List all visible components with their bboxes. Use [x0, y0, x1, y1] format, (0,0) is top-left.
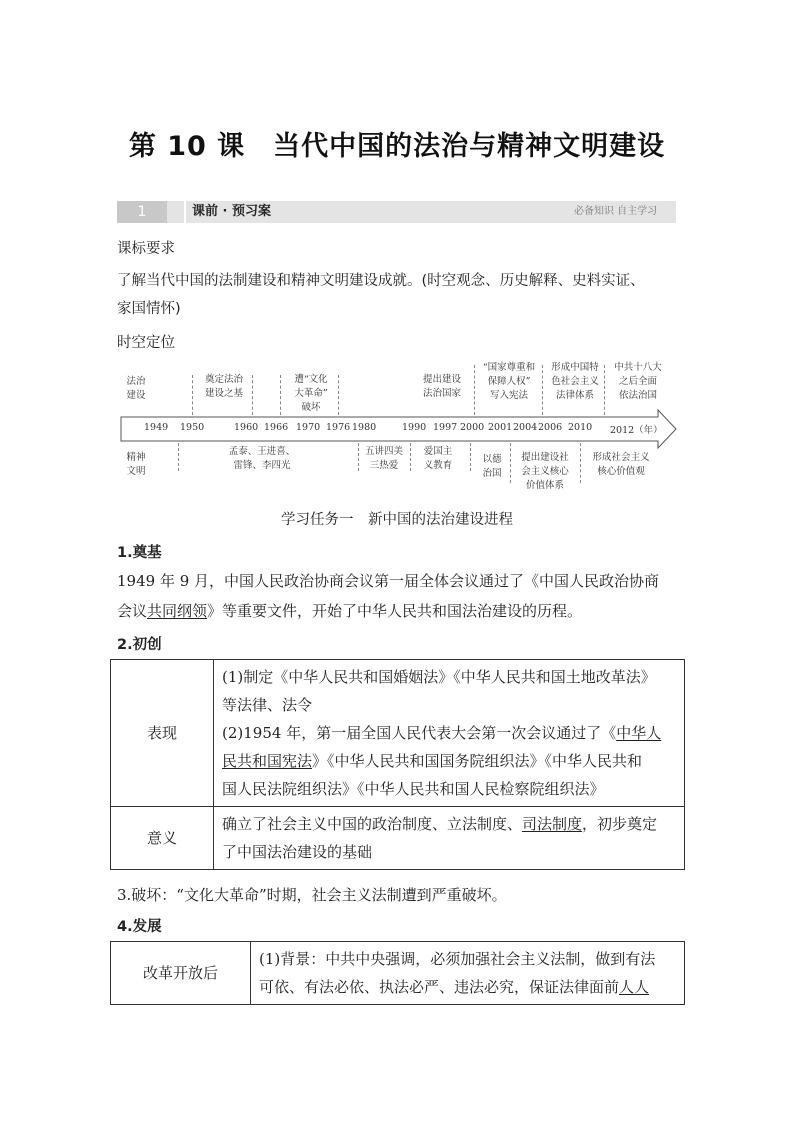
table-cell: (1)制定《中华人民共和国婚姻法》《中华人民共和国土地改革法》 等法律、法令 (2)1954 年，第一届全国人民代表大会第一次会议通过了《中华人 民共和国宪法》《中华人民共和国国务院组织法》《中华人民共和 国人民法院组织法》《中华人民共和国人民检察院组织法》	[214, 660, 685, 807]
year-label: 2000	[460, 422, 485, 433]
event-core-value-system: 提出建设社 会主义核心 价值体系	[521, 452, 569, 491]
answer-blank: 司法制度	[522, 815, 583, 833]
row-label: 改革开放后	[111, 942, 251, 1005]
row-label: 表现	[111, 660, 214, 807]
year-label: 1990	[402, 422, 427, 433]
section-number: 1	[117, 201, 167, 223]
answer-blank: 中华人	[616, 724, 662, 742]
divider	[410, 443, 411, 471]
section-divider	[184, 201, 186, 223]
year-label: 2010	[568, 422, 593, 433]
requirement-title: 课标要求	[117, 241, 175, 257]
s1-line-2: 会议共同纲领》等重要文件，开始了中华人民共和国法治建设的历程。	[117, 602, 583, 620]
year-label: 1950	[180, 422, 205, 433]
event-human-rights: “国家尊重和 保障人权” 写入宪法	[482, 362, 536, 401]
divider	[192, 375, 193, 415]
table-founding	[110, 659, 685, 870]
row-label-civilization: 精神 文明	[126, 452, 146, 477]
event-eighteenth-congress: 中共十八大 之后全面 依法治国	[614, 362, 662, 401]
year-label: 1970	[296, 422, 321, 433]
year-label: 1997	[433, 422, 458, 433]
year-label: 2001	[488, 422, 513, 433]
table-development	[110, 941, 685, 1005]
divider	[510, 443, 511, 483]
answer-blank: 共同纲领	[147, 602, 208, 620]
s2-title: 2.初创	[117, 637, 162, 653]
year-label: 1960	[234, 422, 259, 433]
event-five-stresses: 五讲四美 三热爱	[364, 446, 403, 471]
event-rule-of-law-state: 提出建设 法治国家	[422, 374, 461, 399]
row-label: 意义	[111, 807, 214, 870]
event-cultural-revolution: 遭“文化 大革命” 破坏	[294, 374, 328, 413]
event-rule-by-virtue: 以德 治国	[482, 454, 502, 479]
year-label: 1976	[326, 422, 351, 433]
divider	[280, 375, 281, 415]
event-legal-system: 形成中国特 色社会主义 法律体系	[551, 362, 599, 401]
s3-text: 3.破坏：“文化大革命”时期，社会主义法制遭到严重破坏。	[117, 886, 507, 904]
page-title: 第 10 课 当代中国的法治与精神文明建设	[128, 131, 666, 162]
year-label: 1949	[144, 422, 169, 433]
table-cell: (1)背景：中共中央强调，必须加强社会主义法制，做到有法 可依、有法必依、执法必严、违法必究，保证法律面前人人	[251, 942, 685, 1005]
divider	[178, 443, 179, 471]
year-label: 1980	[352, 422, 377, 433]
section-label: 课前 · 预习案	[192, 204, 271, 219]
s1-line-1: 1949 年 9 月，中国人民政治协商会议第一届全体会议通过了《中国人民政治协商	[117, 572, 660, 590]
event-role-models: 孟泰、王进喜、 雷锋、李四光	[228, 446, 296, 471]
divider	[358, 443, 359, 471]
divider	[580, 443, 581, 483]
s4-title: 4.发展	[117, 919, 162, 935]
answer-blank: 民共和国宪法	[222, 752, 313, 770]
position-title: 时空定位	[117, 335, 175, 351]
s1-title: 1.奠基	[117, 545, 162, 561]
event-core-values: 形成社会主义 核心价值观	[592, 452, 650, 477]
table-cell: 确立了社会主义中国的政治制度、立法制度、司法制度，初步奠定 了中国法治建设的基础	[214, 807, 685, 870]
task-heading: 学习任务一 新中国的法治建设进程	[281, 512, 513, 528]
answer-blank: 人人	[619, 978, 650, 996]
requirement-text-2: 家国情怀)	[117, 301, 181, 317]
requirement-text-1: 了解当代中国的法制建设和精神文明建设成就。(时空观念、历史解释、史料实证、	[117, 273, 645, 289]
divider	[252, 375, 253, 415]
year-label: 2006	[538, 422, 563, 433]
timeline	[110, 355, 690, 500]
event-foundation: 奠定法治 建设之基	[204, 374, 243, 399]
year-label: 2012（年）	[610, 425, 663, 436]
event-patriotic-education: 爱国主 义教育	[423, 446, 453, 471]
divider	[470, 443, 471, 471]
row-label-rule-of-law: 法治 建设	[126, 376, 146, 401]
year-label: 2004	[513, 422, 538, 433]
year-label: 1966	[264, 422, 289, 433]
section-tag: 必备知识 自主学习	[574, 206, 658, 217]
